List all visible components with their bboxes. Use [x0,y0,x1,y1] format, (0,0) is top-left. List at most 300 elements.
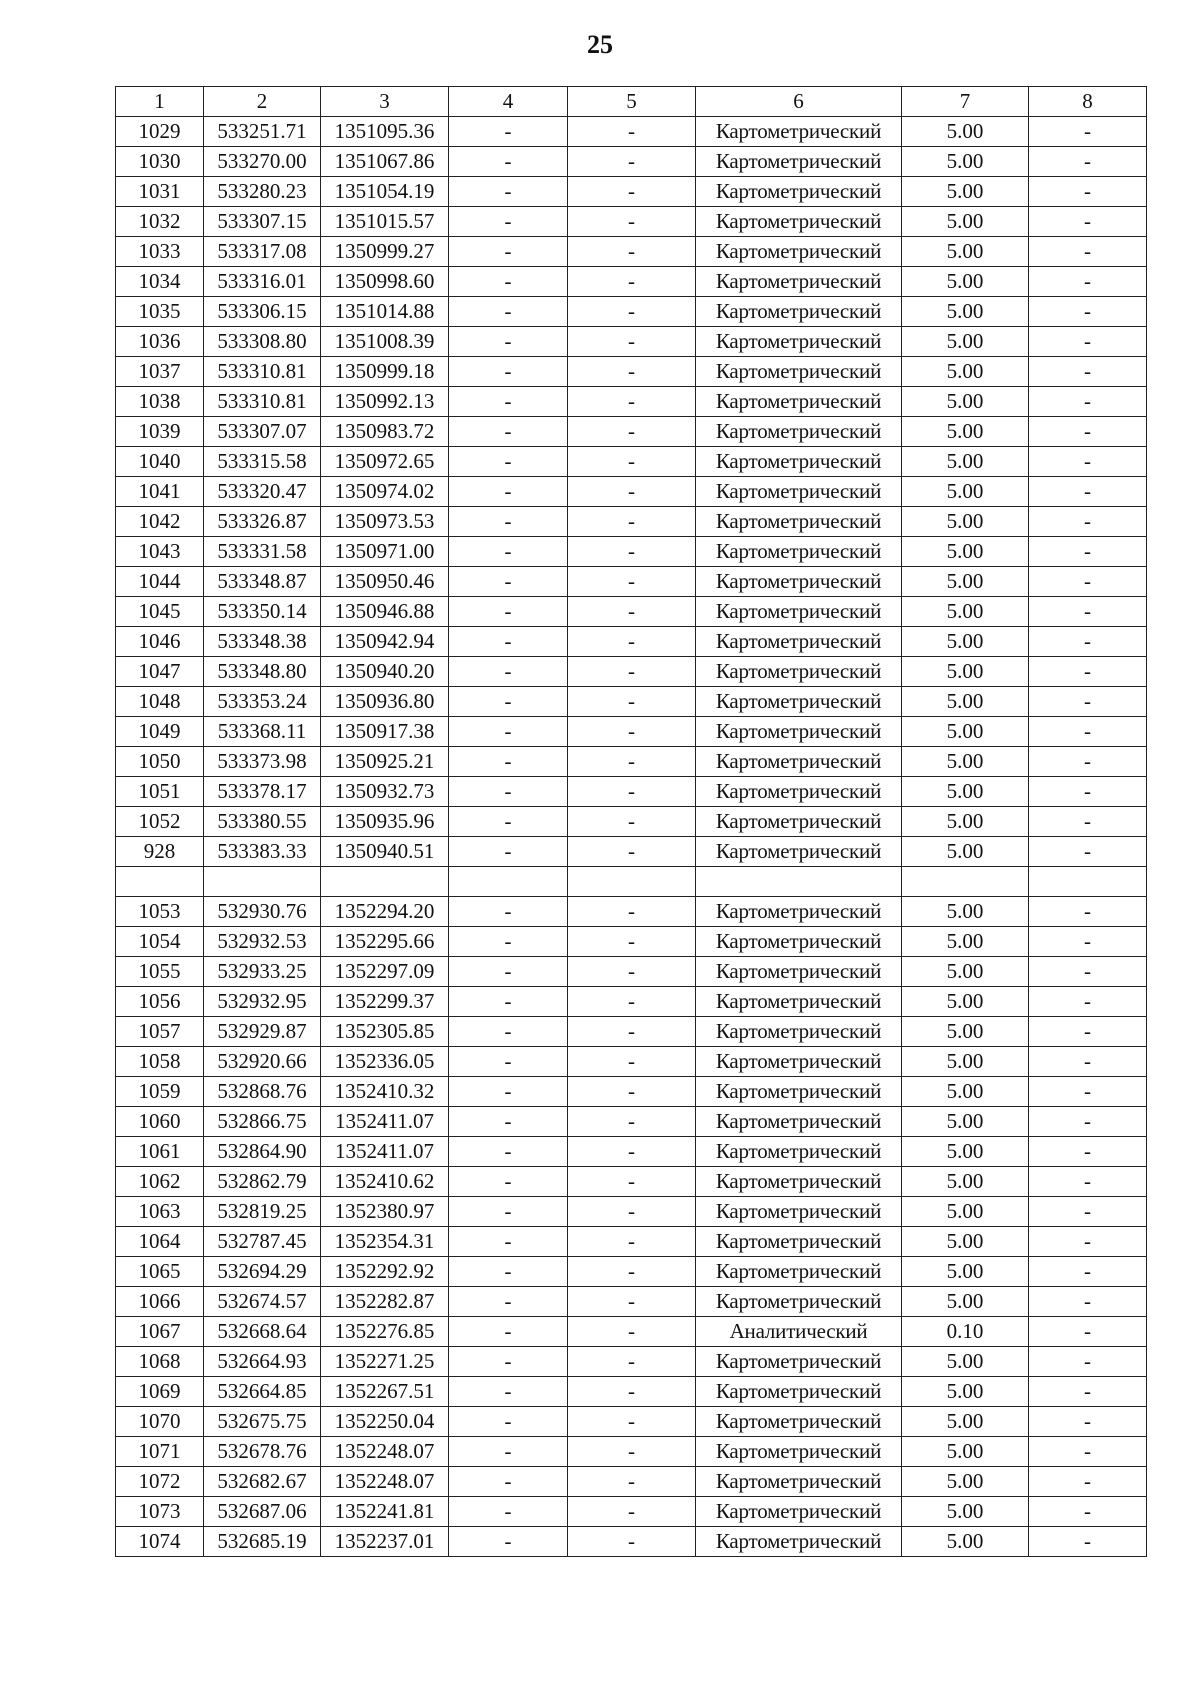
precision-cell: 5.00 [902,447,1029,477]
col5-cell: - [568,1107,696,1137]
y-coordinate-cell: 1350946.88 [321,597,449,627]
col4-cell: - [449,207,568,237]
table-row [116,747,1147,777]
precision-cell: 5.00 [902,717,1029,747]
precision-cell: 5.00 [902,417,1029,447]
col8-cell: - [1029,897,1147,927]
col4-cell: - [449,897,568,927]
col8-cell: - [1029,327,1147,357]
method-cell: Картометрический [696,1257,902,1287]
col4-cell: - [449,477,568,507]
col5-cell: - [568,507,696,537]
x-coordinate-cell: 533378.17 [204,777,321,807]
x-coordinate-cell: 533251.71 [204,117,321,147]
col8-cell: - [1029,777,1147,807]
precision-cell: 5.00 [902,1527,1029,1557]
y-coordinate-cell: 1350992.13 [321,387,449,417]
method-cell: Картометрический [696,1287,902,1317]
col5-cell: - [568,957,696,987]
x-coordinate-cell: 532675.75 [204,1407,321,1437]
point-number-cell: 1063 [116,1197,204,1227]
table-row [116,867,1147,897]
col5-cell: - [568,1017,696,1047]
x-coordinate-cell: 532687.06 [204,1497,321,1527]
method-cell: Картометрический [696,387,902,417]
x-coordinate-cell: 533307.07 [204,417,321,447]
column-header: 3 [321,87,449,117]
table-row [116,567,1147,597]
col5-cell: - [568,117,696,147]
x-coordinate-cell: 533348.80 [204,657,321,687]
table-row [116,657,1147,687]
col5-cell: - [568,1317,696,1347]
method-cell: Картометрический [696,1527,902,1557]
y-coordinate-cell: 1352305.85 [321,1017,449,1047]
col8-cell: - [1029,1197,1147,1227]
x-coordinate-cell: 533348.87 [204,567,321,597]
point-number-cell: 1029 [116,117,204,147]
point-number-cell: 1069 [116,1377,204,1407]
x-coordinate-cell: 533380.55 [204,807,321,837]
precision-cell: 5.00 [902,1107,1029,1137]
method-cell: Картометрический [696,837,902,867]
col4-cell: - [449,1437,568,1467]
col5-cell: - [568,327,696,357]
x-coordinate-cell: 533317.08 [204,237,321,267]
point-number-cell: 1074 [116,1527,204,1557]
table-row [116,1227,1147,1257]
y-coordinate-cell: 1352267.51 [321,1377,449,1407]
table-row [116,1407,1147,1437]
column-header: 7 [902,87,1029,117]
precision-cell: 5.00 [902,807,1029,837]
col5-cell: - [568,747,696,777]
x-coordinate-cell: 532682.67 [204,1467,321,1497]
col8-cell: - [1029,1077,1147,1107]
point-number-cell: 1068 [116,1347,204,1377]
precision-cell: 5.00 [902,327,1029,357]
y-coordinate-cell: 1352354.31 [321,1227,449,1257]
precision-cell: 5.00 [902,1137,1029,1167]
col4-cell: - [449,627,568,657]
col5-cell: - [568,777,696,807]
method-cell: Картометрический [696,1137,902,1167]
col4-cell: - [449,1167,568,1197]
table-row [116,687,1147,717]
precision-cell: 5.00 [902,1017,1029,1047]
y-coordinate-cell [321,867,449,897]
col4-cell: - [449,1107,568,1137]
table-body [116,117,1147,1557]
method-cell: Картометрический [696,657,902,687]
col4-cell: - [449,687,568,717]
col8-cell: - [1029,417,1147,447]
method-cell: Картометрический [696,747,902,777]
table-row [116,1077,1147,1107]
point-number-cell: 1056 [116,987,204,1017]
col4-cell: - [449,297,568,327]
table-row [116,837,1147,867]
col4-cell: - [449,1317,568,1347]
column-header: 1 [116,87,204,117]
method-cell: Картометрический [696,447,902,477]
point-number-cell: 1041 [116,477,204,507]
x-coordinate-cell: 532929.87 [204,1017,321,1047]
point-number-cell: 1048 [116,687,204,717]
y-coordinate-cell: 1351015.57 [321,207,449,237]
y-coordinate-cell: 1350935.96 [321,807,449,837]
table-row [116,1497,1147,1527]
method-cell: Картометрический [696,957,902,987]
precision-cell: 5.00 [902,147,1029,177]
point-number-cell: 1046 [116,627,204,657]
y-coordinate-cell: 1351095.36 [321,117,449,147]
col8-cell: - [1029,1407,1147,1437]
table-row [116,387,1147,417]
point-number-cell: 1062 [116,1167,204,1197]
precision-cell: 5.00 [902,177,1029,207]
column-header: 4 [449,87,568,117]
method-cell: Картометрический [696,897,902,927]
col5-cell: - [568,1497,696,1527]
col5-cell: - [568,597,696,627]
table-row [116,237,1147,267]
table-row [116,777,1147,807]
precision-cell: 5.00 [902,567,1029,597]
precision-cell: 5.00 [902,1407,1029,1437]
precision-cell: 5.00 [902,387,1029,417]
col4-cell: - [449,117,568,147]
precision-cell: 5.00 [902,657,1029,687]
method-cell: Картометрический [696,927,902,957]
col4-cell: - [449,357,568,387]
table-row [116,1347,1147,1377]
precision-cell: 5.00 [902,777,1029,807]
col4-cell: - [449,777,568,807]
point-number-cell: 1060 [116,1107,204,1137]
col4-cell: - [449,957,568,987]
point-number-cell: 1035 [116,297,204,327]
point-number-cell: 1061 [116,1137,204,1167]
col5-cell: - [568,537,696,567]
col5-cell: - [568,807,696,837]
y-coordinate-cell: 1350999.27 [321,237,449,267]
col5-cell: - [568,897,696,927]
table-row [116,327,1147,357]
precision-cell: 5.00 [902,117,1029,147]
table-row [116,177,1147,207]
y-coordinate-cell: 1352297.09 [321,957,449,987]
col4-cell: - [449,807,568,837]
col8-cell: - [1029,387,1147,417]
x-coordinate-cell: 532933.25 [204,957,321,987]
x-coordinate-cell: 532864.90 [204,1137,321,1167]
col5-cell: - [568,207,696,237]
point-number-cell: 1052 [116,807,204,837]
method-cell: Картометрический [696,777,902,807]
col4-cell: - [449,747,568,777]
table-row [116,1287,1147,1317]
method-cell: Картометрический [696,717,902,747]
col4-cell [449,867,568,897]
col8-cell: - [1029,1437,1147,1467]
col4-cell: - [449,1257,568,1287]
method-cell: Картометрический [696,1377,902,1407]
col4-cell: - [449,177,568,207]
y-coordinate-cell: 1350932.73 [321,777,449,807]
x-coordinate-cell: 533348.38 [204,627,321,657]
table-row [116,987,1147,1017]
table-row [116,1377,1147,1407]
col5-cell: - [568,927,696,957]
x-coordinate-cell: 533310.81 [204,387,321,417]
table-row [116,807,1147,837]
x-coordinate-cell: 533308.80 [204,327,321,357]
point-number-cell: 1064 [116,1227,204,1257]
precision-cell: 5.00 [902,297,1029,327]
precision-cell: 5.00 [902,1437,1029,1467]
col5-cell: - [568,1287,696,1317]
point-number-cell: 1042 [116,507,204,537]
col5-cell: - [568,1197,696,1227]
col8-cell: - [1029,597,1147,627]
point-number-cell: 1043 [116,537,204,567]
col5-cell: - [568,177,696,207]
point-number-cell: 1055 [116,957,204,987]
col4-cell: - [449,657,568,687]
col4-cell: - [449,537,568,567]
x-coordinate-cell: 532678.76 [204,1437,321,1467]
table-row [116,1437,1147,1467]
x-coordinate-cell: 532932.53 [204,927,321,957]
precision-cell: 5.00 [902,477,1029,507]
col5-cell: - [568,1437,696,1467]
col8-cell: - [1029,1047,1147,1077]
point-number-cell: 1071 [116,1437,204,1467]
method-cell: Картометрический [696,1347,902,1377]
x-coordinate-cell: 532787.45 [204,1227,321,1257]
col4-cell: - [449,147,568,177]
col8-cell: - [1029,1347,1147,1377]
table-row [116,267,1147,297]
col8-cell: - [1029,1377,1147,1407]
table-header-row [116,87,1147,117]
col8-cell: - [1029,957,1147,987]
x-coordinate-cell: 532694.29 [204,1257,321,1287]
point-number-cell: 1040 [116,447,204,477]
y-coordinate-cell: 1351008.39 [321,327,449,357]
table-row [116,1257,1147,1287]
col4-cell: - [449,837,568,867]
precision-cell: 5.00 [902,1347,1029,1377]
col5-cell: - [568,1047,696,1077]
y-coordinate-cell: 1352292.92 [321,1257,449,1287]
col5-cell: - [568,1347,696,1377]
point-number-cell: 1070 [116,1407,204,1437]
table-row [116,447,1147,477]
y-coordinate-cell: 1350936.80 [321,687,449,717]
y-coordinate-cell: 1351014.88 [321,297,449,327]
x-coordinate-cell: 533373.98 [204,747,321,777]
table-row [116,417,1147,447]
y-coordinate-cell: 1350983.72 [321,417,449,447]
method-cell: Картометрический [696,507,902,537]
x-coordinate-cell: 533270.00 [204,147,321,177]
coordinates-table [115,86,1147,1557]
y-coordinate-cell: 1350999.18 [321,357,449,387]
method-cell: Картометрический [696,987,902,1017]
col4-cell: - [449,387,568,417]
col8-cell: - [1029,1467,1147,1497]
col5-cell: - [568,1377,696,1407]
col8-cell: - [1029,1137,1147,1167]
column-header: 5 [568,87,696,117]
col5-cell: - [568,1227,696,1257]
x-coordinate-cell: 533353.24 [204,687,321,717]
y-coordinate-cell: 1352295.66 [321,927,449,957]
table-row [116,1047,1147,1077]
col5-cell: - [568,657,696,687]
col5-cell: - [568,477,696,507]
col8-cell: - [1029,507,1147,537]
table-row [116,927,1147,957]
table-row [116,957,1147,987]
y-coordinate-cell: 1351054.19 [321,177,449,207]
col8-cell: - [1029,1167,1147,1197]
col5-cell: - [568,417,696,447]
col8-cell: - [1029,1017,1147,1047]
y-coordinate-cell: 1352237.01 [321,1527,449,1557]
x-coordinate-cell: 532868.76 [204,1077,321,1107]
col4-cell: - [449,447,568,477]
method-cell: Картометрический [696,1077,902,1107]
col5-cell: - [568,987,696,1017]
col8-cell: - [1029,177,1147,207]
y-coordinate-cell: 1350942.94 [321,627,449,657]
col8-cell: - [1029,927,1147,957]
method-cell: Картометрический [696,567,902,597]
table-row [116,507,1147,537]
col4-cell: - [449,1017,568,1047]
method-cell: Картометрический [696,267,902,297]
precision-cell: 5.00 [902,1197,1029,1227]
point-number-cell: 1047 [116,657,204,687]
col5-cell [568,867,696,897]
y-coordinate-cell: 1351067.86 [321,147,449,177]
table-row [116,297,1147,327]
col5-cell: - [568,627,696,657]
point-number-cell: 1054 [116,927,204,957]
col5-cell: - [568,267,696,297]
precision-cell: 5.00 [902,1077,1029,1107]
method-cell: Картометрический [696,1437,902,1467]
precision-cell: 5.00 [902,1167,1029,1197]
precision-cell: 5.00 [902,357,1029,387]
point-number-cell: 1073 [116,1497,204,1527]
col4-cell: - [449,1137,568,1167]
precision-cell: 5.00 [902,747,1029,777]
precision-cell: 5.00 [902,1497,1029,1527]
table-row [116,1197,1147,1227]
precision-cell: 5.00 [902,207,1029,237]
col8-cell: - [1029,357,1147,387]
method-cell: Картометрический [696,477,902,507]
point-number-cell [116,867,204,897]
col4-cell: - [449,327,568,357]
point-number-cell: 1045 [116,597,204,627]
point-number-cell: 928 [116,837,204,867]
precision-cell: 5.00 [902,927,1029,957]
y-coordinate-cell: 1352411.07 [321,1137,449,1167]
point-number-cell: 1049 [116,717,204,747]
col4-cell: - [449,717,568,747]
col8-cell: - [1029,477,1147,507]
x-coordinate-cell: 533383.33 [204,837,321,867]
point-number-cell: 1032 [116,207,204,237]
x-coordinate-cell: 533331.58 [204,537,321,567]
col8-cell: - [1029,1317,1147,1347]
method-cell: Картометрический [696,327,902,357]
col4-cell: - [449,507,568,537]
y-coordinate-cell: 1350925.21 [321,747,449,777]
y-coordinate-cell: 1352241.81 [321,1497,449,1527]
col8-cell: - [1029,1257,1147,1287]
y-coordinate-cell: 1350950.46 [321,567,449,597]
x-coordinate-cell: 533315.58 [204,447,321,477]
precision-cell: 0.10 [902,1317,1029,1347]
col8-cell: - [1029,1227,1147,1257]
col5-cell: - [568,1257,696,1287]
col8-cell: - [1029,1497,1147,1527]
precision-cell: 5.00 [902,1227,1029,1257]
method-cell: Картометрический [696,627,902,657]
table-row [116,1317,1147,1347]
table-row [116,1137,1147,1167]
method-cell: Картометрический [696,1467,902,1497]
col5-cell: - [568,297,696,327]
col4-cell: - [449,1047,568,1077]
table-row [116,1107,1147,1137]
x-coordinate-cell: 533310.81 [204,357,321,387]
point-number-cell: 1030 [116,147,204,177]
col4-cell: - [449,1077,568,1107]
page-number: 25 [587,30,613,59]
point-number-cell: 1057 [116,1017,204,1047]
point-number-cell: 1036 [116,327,204,357]
col4-cell: - [449,1467,568,1497]
x-coordinate-cell [204,867,321,897]
col4-cell: - [449,597,568,627]
col4-cell: - [449,927,568,957]
method-cell: Картометрический [696,1197,902,1227]
method-cell: Картометрический [696,1227,902,1257]
x-coordinate-cell: 532664.93 [204,1347,321,1377]
x-coordinate-cell: 533368.11 [204,717,321,747]
col8-cell: - [1029,987,1147,1017]
col8-cell: - [1029,267,1147,297]
col8-cell: - [1029,207,1147,237]
table-row [116,147,1147,177]
y-coordinate-cell: 1352282.87 [321,1287,449,1317]
col4-cell: - [449,1227,568,1257]
precision-cell: 5.00 [902,597,1029,627]
point-number-cell: 1034 [116,267,204,297]
y-coordinate-cell: 1352248.07 [321,1437,449,1467]
col4-cell: - [449,1287,568,1317]
x-coordinate-cell: 533350.14 [204,597,321,627]
method-cell: Картометрический [696,237,902,267]
col4-cell: - [449,1407,568,1437]
